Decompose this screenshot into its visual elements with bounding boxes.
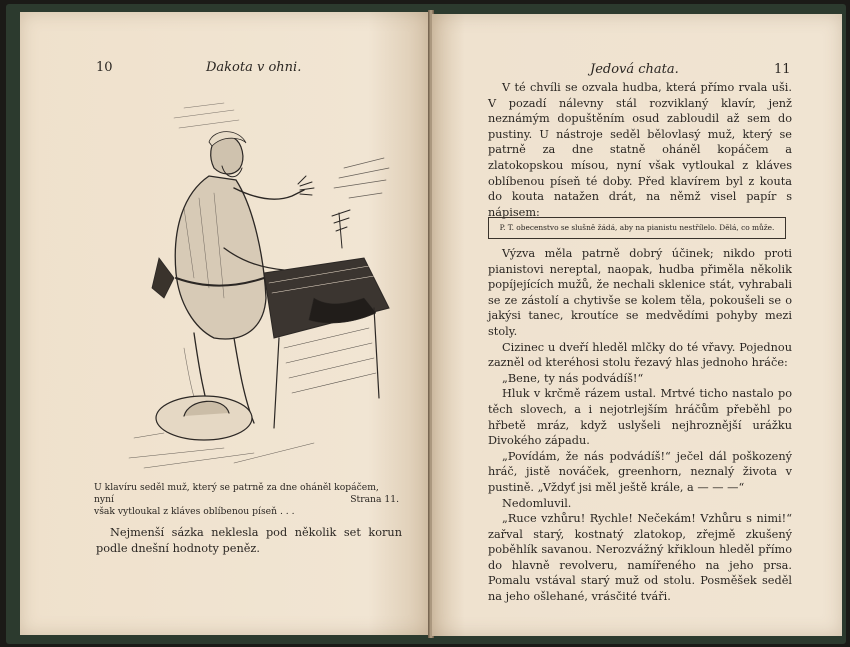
page-number-left: 10 bbox=[96, 60, 113, 75]
paragraph: Cizinec u dveří hleděl mlčky do té vřavy. Pojednou zazněl od kteréhosi stolu řezavý hlas jednoho hráče: bbox=[488, 340, 792, 370]
paragraph: Výzva měla patrně dobrý účinek; nikdo proti pianistovi nereptal, naopak, hudba přiměla několik popíjejících mužů, že nechali sklenice stát, vyhrabali se ze zástolí a chytivše se kolem těla, pokoušeli se o jakýsi tanec, kroutíce se medvědími pohyby mezi stoly. bbox=[488, 247, 792, 338]
paragraph: „Ruce vzhůru! Rychle! Nečekám! Vzhůru s nimi!“ zařval starý, kostnatý zlatokop, zřejmě zkušený poběhlík savanou. Nerozvážný křikloun hleděl přímo do hlavně revolveru, namířeného na jeho prsa. Pomalu vstával starý muž od stolu. Posměšek seděl na jeho ošlehané, vrásčité tváři. bbox=[488, 512, 792, 604]
paragraph: V té chvíli se ozvala hudba, která přímo rvala uši. V pozadí nálevny stál rozviklaný klavír, jenž neznámým dopuštěním osud zabloudil až sem do pustiny. U nástroje seděl bělovlasý muž, který se patrně za dne statně oháněl kopáčem a zlatokopskou mísou, nyní však vytloukal z kláves oblíbenou píseň té doby. Před klavírem byl z kouta do kouta natažen drát, na němž visel papír s nápisem: bbox=[488, 81, 792, 219]
right-page-text-bottom bbox=[488, 246, 792, 605]
paragraph: „Bene, ty nás podvádíš!“ bbox=[502, 371, 644, 385]
pianist-illustration bbox=[114, 98, 404, 478]
running-header-right: Jedová chata. bbox=[590, 62, 679, 77]
left-page bbox=[20, 12, 430, 635]
paragraph: Nejmenší sázka neklesla pod několik set korun podle dnešní hodnoty peněz. bbox=[96, 526, 402, 555]
illustration-caption bbox=[94, 482, 399, 518]
running-header-left: Dakota v ohni. bbox=[206, 60, 302, 75]
caption-line-2: však vytloukal z kláves oblíbenou píseň . . . bbox=[94, 506, 295, 517]
paragraph: „Povídám, že nás podvádíš!“ ječel dál poškozený hráč, jistě nováček, greenhorn, neznalý života v pustině. „Vždyť jsi měl ještě krále, a — — —“ bbox=[488, 449, 792, 494]
paragraph: Nedomluvil. bbox=[502, 496, 572, 510]
caption-line-1: U klavíru seděl muž, který se patrně za dne oháněl kopáčem, nyní bbox=[94, 482, 379, 505]
left-page-text bbox=[96, 525, 402, 556]
right-page bbox=[432, 14, 842, 636]
right-page-text-top bbox=[488, 80, 792, 220]
paragraph: Hluk v krčmě rázem ustal. Mrtvé ticho nastalo po těch slovech, a i nejotrlejším hráčům přeběhl po hřbetě mráz, když uslyšeli nejhroznější urážku Divokého západu. bbox=[488, 387, 792, 448]
caption-page-reference: Strana 11. bbox=[350, 494, 399, 505]
page-number-right: 11 bbox=[774, 62, 791, 77]
notice-box: P. T. obecenstvo se slušně žádá, aby na pianistu nestřílelo. Dělá, co může. bbox=[488, 217, 786, 239]
